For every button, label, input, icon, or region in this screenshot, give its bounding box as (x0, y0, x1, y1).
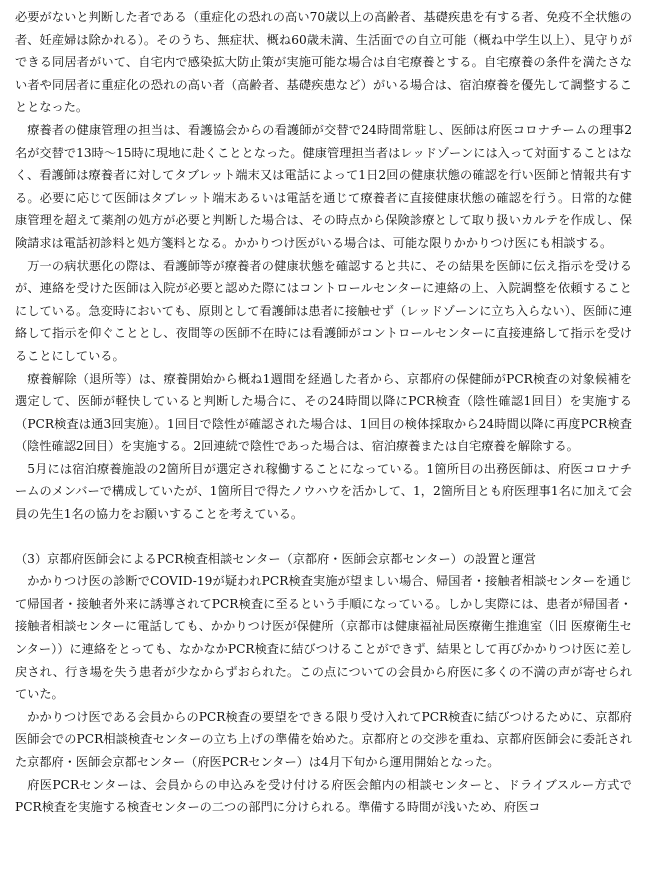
section-heading-pcr-center: （3）京都府医師会によるPCR検査相談センター（京都府・医師会京都センター）の設置と運営 (15, 551, 536, 566)
paragraph-health-management: 療養者の健康管理の担当は、看護協会からの看護師が交替で24時間常駐し、医師は府医コロナチームの理事2名が交替で13時～15時に現地に赴くこととなった。健康管理担当者はレッドゾーンには入って対面することはなく、看護師は療養者に対してタブレット端末又は電話によって1日2回の健康状態の確認を行い医師と情報共有する。必要に応じて医師はタブレット端末あるいは電話を通じて療養者に直接健康状態の確認を行う。日常的な健康管理を超えて薬剤の処方が必要と判断した場合は、その時点から保険診療として取り扱いカルテを作成し、保険請求は電話初診料と処方箋料となる。かかりつけ医がいる場合は、可能な限りかかりつけ医にも相談する。 (15, 122, 632, 250)
paragraph-pcr-center-setup: かかりつけ医である会員からのPCR検査の要望をできる限り受け入れてPCR検査に結びつけるために、京都府医師会でのPCR相談検査センターの立ち上げの準備を始めた。京都府との交渉を重ね、京都府医師会に委託された京都府・医師会京都センター（府医PCRセンター）は4月下旬から運用開始となった。 (15, 709, 632, 769)
paragraph-pcr-center-structure: 府医PCRセンターは、会員からの申込みを受け付ける府医会館内の相談センターと、ドライブスルー方式でPCR検査を実施する検査センターの二つの部門に分けられる。準備する時間が浅いため、府医コ (15, 777, 632, 815)
paragraph-pcr-background: かかりつけ医の診断でCOVID-19が疑われPCR検査実施が望ましい場合、帰国者・接触者相談センターを通じて帰国者・接触者外来に誘導されてPCR検査に至るという手順になっている。しかし実際には、患者が帰国者・接触者相談センターに電話しても、かかりつけ医が保健所（京都市は健康福祉局医療衛生推進室（旧 医療衛生センター））に連絡をとっても、なかなかPCR検査に結びつけることができず、結果として再びかかりつけ医に差し戻され、行き場を失う患者が少なからずおられた。この点についての会員から府医に多くの不満の声が寄せられていた。 (15, 574, 632, 702)
paragraph-self-isolation-criteria: 必要がないと判断した者である（重症化の恐れの高い70歳以上の高齢者、基礎疾患を有する者、免疫不全状態の者、妊産婦は除かれる）。そのうち、無症状、概ね60歳未満、生活面での自立可能（概ね中学生以上）、見守りができる同居者がいて、自宅内で感染拡大防止策が実施可能な場合は自宅療養とする。自宅療養の条件を満たさない者や同居者に重症化の恐れの高い者（高齢者、基礎疾患など）がいる場合は、宿泊療養を優先して調整することとなった。 (15, 10, 632, 115)
paragraph-emergency-response: 万一の病状悪化の際は、看護師等が療養者の健康状態を確認すると共に、その結果を医師に伝え指示を受けるが、連絡を受けた医師は入院が必要と認めた際にはコントロールセンターに連絡の上、入院調整を依頼することにしている。急変時においても、原則として看護師は患者に接触せず（レッドゾーンに立ち入らない）、医師に連絡して指示を仰ぐこととし、夜間等の医師不在時には看護師がコントロールセンターに直接連絡して指示を受けることにしている。 (15, 258, 632, 363)
paragraph-second-facility: 5月には宿泊療養施設の2箇所目が選定され稼働することになっている。1箇所目の出務医師は、府医コロナチームのメンバーで構成していたが、1箇所目で得たノウハウを活かして、1，2箇所目とも府医理事1名に加えて会員の先生1名の協力をお願いすることを考えている。 (15, 461, 632, 522)
paragraph-release-criteria: 療養解除（退所等）は、療養開始から概ね1週間を経過した者から、京都府の保健師がPCR検査の対象候補を選定して、医師が軽快していると判断した場合に、その24時間以降にPCR検査（陰性確認1回目）を実施する（PCR検査は通3回実施）。1回目で陰性が確認された場合は、1回目の検体採取から24時間以降に再度PCR検査（陰性確認2回目）を実施する。2回連続で陰性であった場合は、宿泊療養または自宅療養を解除する。 (15, 371, 632, 454)
section-spacer (15, 526, 632, 548)
